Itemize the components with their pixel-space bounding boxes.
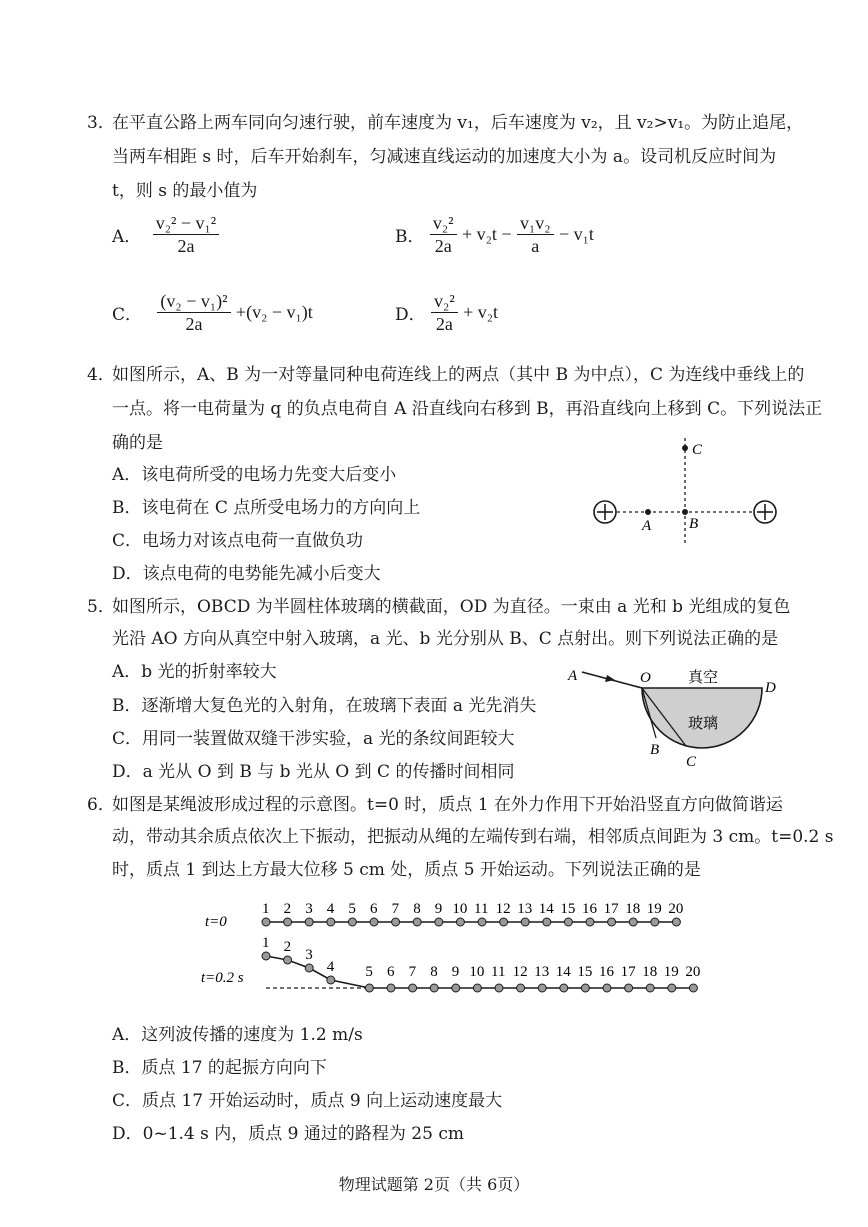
particle-11	[495, 984, 503, 992]
particle-label-15: 15	[577, 964, 593, 980]
particle-18	[629, 918, 637, 926]
particle-label-7: 7	[408, 964, 417, 980]
q4-option-d: D．该点电荷的电势能先减小后变大	[112, 564, 381, 584]
particle-label-12: 12	[512, 964, 528, 980]
particle-label-1: 1	[262, 901, 270, 917]
particle-18	[646, 984, 654, 992]
option-label: B．	[395, 227, 425, 247]
particle-label-2: 2	[283, 901, 292, 917]
q6-option-c: C．质点 17 开始运动时，质点 9 向上运动速度最大	[112, 1091, 503, 1111]
row2-time-label: t=0.2 s	[201, 970, 244, 986]
q3-stem-line2: 当两车相距 s 时，后车开始刹车，匀减速直线运动的加速度大小为 a。设司机反应时间为	[112, 147, 777, 167]
q6-stem-line2: 动，带动其余质点依次上下振动，把振动从绳的左端传到右端，相邻质点间距为 3 cm。t=0.2 s	[112, 827, 834, 847]
page-footer: 物理试题第 2页（共 6页）	[338, 1175, 530, 1194]
q4-number: 4．	[87, 365, 115, 385]
q3-number: 3．	[87, 113, 115, 133]
particle-20	[689, 984, 697, 992]
particle-label-9: 9	[451, 964, 460, 980]
q6-rope-wave-figure	[195, 888, 705, 998]
particle-7	[409, 984, 417, 992]
particle-15	[581, 984, 589, 992]
particle-label-14: 14	[538, 901, 554, 917]
expression-tail: − v₁t	[558, 224, 594, 244]
particle-label-18: 18	[625, 901, 641, 917]
particle-2	[284, 956, 292, 964]
point-b	[682, 509, 688, 515]
option-label: A．	[112, 227, 142, 247]
row-t02	[262, 935, 700, 992]
q3-option-d	[395, 290, 498, 335]
particle-label-13: 13	[534, 964, 550, 980]
label-c: C	[686, 754, 697, 770]
q5-option-d: D．a 光从 O 到 B 与 b 光从 O 到 C 的传播时间相同	[112, 762, 515, 782]
particle-6	[370, 918, 378, 926]
q3-stem-line1: 在平直公路上两车同向匀速行驶，前车速度为 v₁，后车速度为 v₂，且 v₂>v₁。为防止追尾，	[112, 113, 804, 133]
point-c	[682, 445, 688, 451]
q6-option-d: D．0~1.4 s 内，质点 9 通过的路程为 25 cm	[112, 1124, 464, 1144]
particle-7	[392, 918, 400, 926]
q5-option-a: A．b 光的折射率较大	[112, 662, 277, 682]
particle-8	[413, 918, 421, 926]
particle-label-9: 9	[434, 901, 443, 917]
glass-label: 玻璃	[688, 716, 719, 732]
q5-semicylinder-figure	[560, 662, 790, 772]
particle-10	[456, 918, 464, 926]
particle-14	[560, 984, 568, 992]
particle-17	[608, 918, 616, 926]
particle-1	[262, 918, 270, 926]
particle-label-16: 16	[599, 964, 614, 980]
expression-tail: +(v₂ − v₁)t	[235, 302, 313, 322]
q3-option-c	[112, 290, 313, 335]
q3-option-a	[112, 212, 219, 257]
particle-label-4: 4	[326, 959, 335, 975]
particle-label-14: 14	[555, 964, 571, 980]
q5-stem-line2: 光沿 AO 方向从真空中射入玻璃，a 光、b 光分别从 B、C 点射出。则下列说法正确的是	[112, 629, 779, 649]
particle-label-10: 10	[469, 964, 485, 980]
particle-2	[284, 918, 292, 926]
expression-mid: + v₂t −	[461, 224, 512, 244]
particle-5	[348, 918, 356, 926]
q5-number: 5．	[87, 597, 115, 617]
label-b: B	[689, 516, 699, 532]
particle-4	[327, 976, 335, 984]
particle-label-15: 15	[560, 901, 576, 917]
label-a: A	[642, 518, 652, 534]
vacuum-label: 真空	[688, 670, 719, 686]
particle-label-8: 8	[413, 901, 421, 917]
label-b: B	[650, 742, 660, 758]
fraction-1: $\frac{\text{v₂²}}{2a}$	[430, 212, 457, 257]
particle-16	[586, 918, 594, 926]
option-label: D．	[395, 305, 426, 325]
particle-6	[387, 984, 395, 992]
particle-1	[262, 952, 270, 960]
particle-9	[452, 984, 460, 992]
particle-12	[517, 984, 525, 992]
q4-stem-line2: 一点。将一电荷量为 q 的负点电荷自 A 沿直线向右移到 B，再沿直线向上移到 C。下列说法正	[112, 399, 823, 419]
particle-label-17: 17	[603, 901, 619, 917]
q6-option-b: B．质点 17 的起振方向向下	[112, 1058, 327, 1078]
particle-label-1: 1	[262, 935, 270, 951]
particle-19	[668, 984, 676, 992]
particle-label-19: 19	[663, 964, 679, 980]
label-d: D	[765, 680, 776, 696]
q4-option-c: C．电场力对该点电荷一直做负功	[112, 531, 364, 551]
particle-16	[603, 984, 611, 992]
particle-label-6: 6	[387, 964, 395, 980]
q3-option-b	[395, 212, 594, 257]
particle-3	[305, 918, 313, 926]
particle-label-18: 18	[642, 964, 658, 980]
particle-label-16: 16	[582, 901, 597, 917]
particle-label-20: 20	[685, 964, 701, 980]
charge-left	[594, 501, 616, 523]
particle-14	[543, 918, 551, 926]
row-t0	[262, 901, 683, 926]
particle-17	[625, 984, 633, 992]
fraction: $\frac{\text{v₂² − v₁²}}{2a}$	[153, 212, 220, 257]
fraction: $\frac{\text{v₂²}}{2a}$	[431, 290, 458, 335]
row1-time-label: t=0	[205, 914, 227, 930]
particle-5	[365, 984, 373, 992]
charge-right	[754, 501, 776, 523]
label-o: O	[640, 670, 651, 686]
q4-charge-figure	[585, 430, 785, 550]
particle-15	[564, 918, 572, 926]
q6-stem-line3: 时，质点 1 到达上方最大位移 5 cm 处，质点 5 开始运动。下列说法正确的是	[112, 860, 701, 880]
particle-label-2: 2	[283, 939, 292, 955]
q3-stem-line3: t，则 s 的最小值为	[112, 181, 258, 201]
particle-20	[672, 918, 680, 926]
particle-10	[473, 984, 481, 992]
particle-label-17: 17	[620, 964, 636, 980]
particle-label-10: 10	[452, 901, 468, 917]
particle-19	[651, 918, 659, 926]
particle-13	[521, 918, 529, 926]
particle-label-5: 5	[348, 901, 356, 917]
q5-option-c: C．用同一装置做双缝干涉实验，a 光的条纹间距较大	[112, 729, 515, 749]
q4-stem-line3: 确的是	[112, 433, 163, 453]
fraction: $\frac{\text{(v₂ − v₁)²}}{2a}$	[157, 290, 230, 335]
particle-label-4: 4	[326, 901, 335, 917]
q6-option-a: A．这列波传播的速度为 1.2 m/s	[112, 1025, 363, 1045]
label-c: C	[692, 442, 703, 458]
particle-11	[478, 918, 486, 926]
particle-3	[305, 964, 313, 972]
label-a: A	[568, 668, 578, 684]
particle-label-3: 3	[305, 901, 313, 917]
particle-label-6: 6	[370, 901, 378, 917]
q5-stem-line1: 如图所示，OBCD 为半圆柱体玻璃的横截面，OD 为直径。一束由 a 光和 b 光组成的复色	[112, 597, 791, 617]
fraction-2: $\frac{\text{v₁v₂}}{a}$	[517, 212, 554, 257]
particle-12	[500, 918, 508, 926]
particle-4	[327, 918, 335, 926]
particle-label-11: 11	[491, 964, 506, 980]
point-a	[645, 509, 651, 515]
q4-option-b: B．该电荷在 C 点所受电场力的方向向上	[112, 498, 421, 518]
particle-label-11: 11	[474, 901, 489, 917]
q5-option-b: B．逐渐增大复色光的入射角，在玻璃下表面 a 光先消失	[112, 696, 537, 716]
particle-8	[430, 984, 438, 992]
particle-label-5: 5	[365, 964, 373, 980]
particle-label-13: 13	[517, 901, 533, 917]
q6-stem-line1: 如图是某绳波形成过程的示意图。t=0 时，质点 1 在外力作用下开始沿竖直方向做简谐运	[112, 795, 783, 815]
particle-label-8: 8	[430, 964, 438, 980]
particle-label-3: 3	[305, 947, 313, 963]
q4-option-a: A．该电荷所受的电场力先变大后变小	[112, 465, 397, 485]
particle-label-20: 20	[668, 901, 684, 917]
q6-number: 6．	[87, 795, 115, 815]
particle-label-19: 19	[646, 901, 662, 917]
q4-stem-line1: 如图所示，A、B 为一对等量同种电荷连线上的两点（其中 B 为中点），C 为连线中垂线上的	[112, 365, 805, 385]
particle-9	[435, 918, 443, 926]
expression-tail: + v₂t	[463, 302, 499, 322]
particle-label-12: 12	[495, 901, 511, 917]
particle-label-7: 7	[391, 901, 400, 917]
particle-13	[538, 984, 546, 992]
option-label: C．	[112, 305, 143, 325]
